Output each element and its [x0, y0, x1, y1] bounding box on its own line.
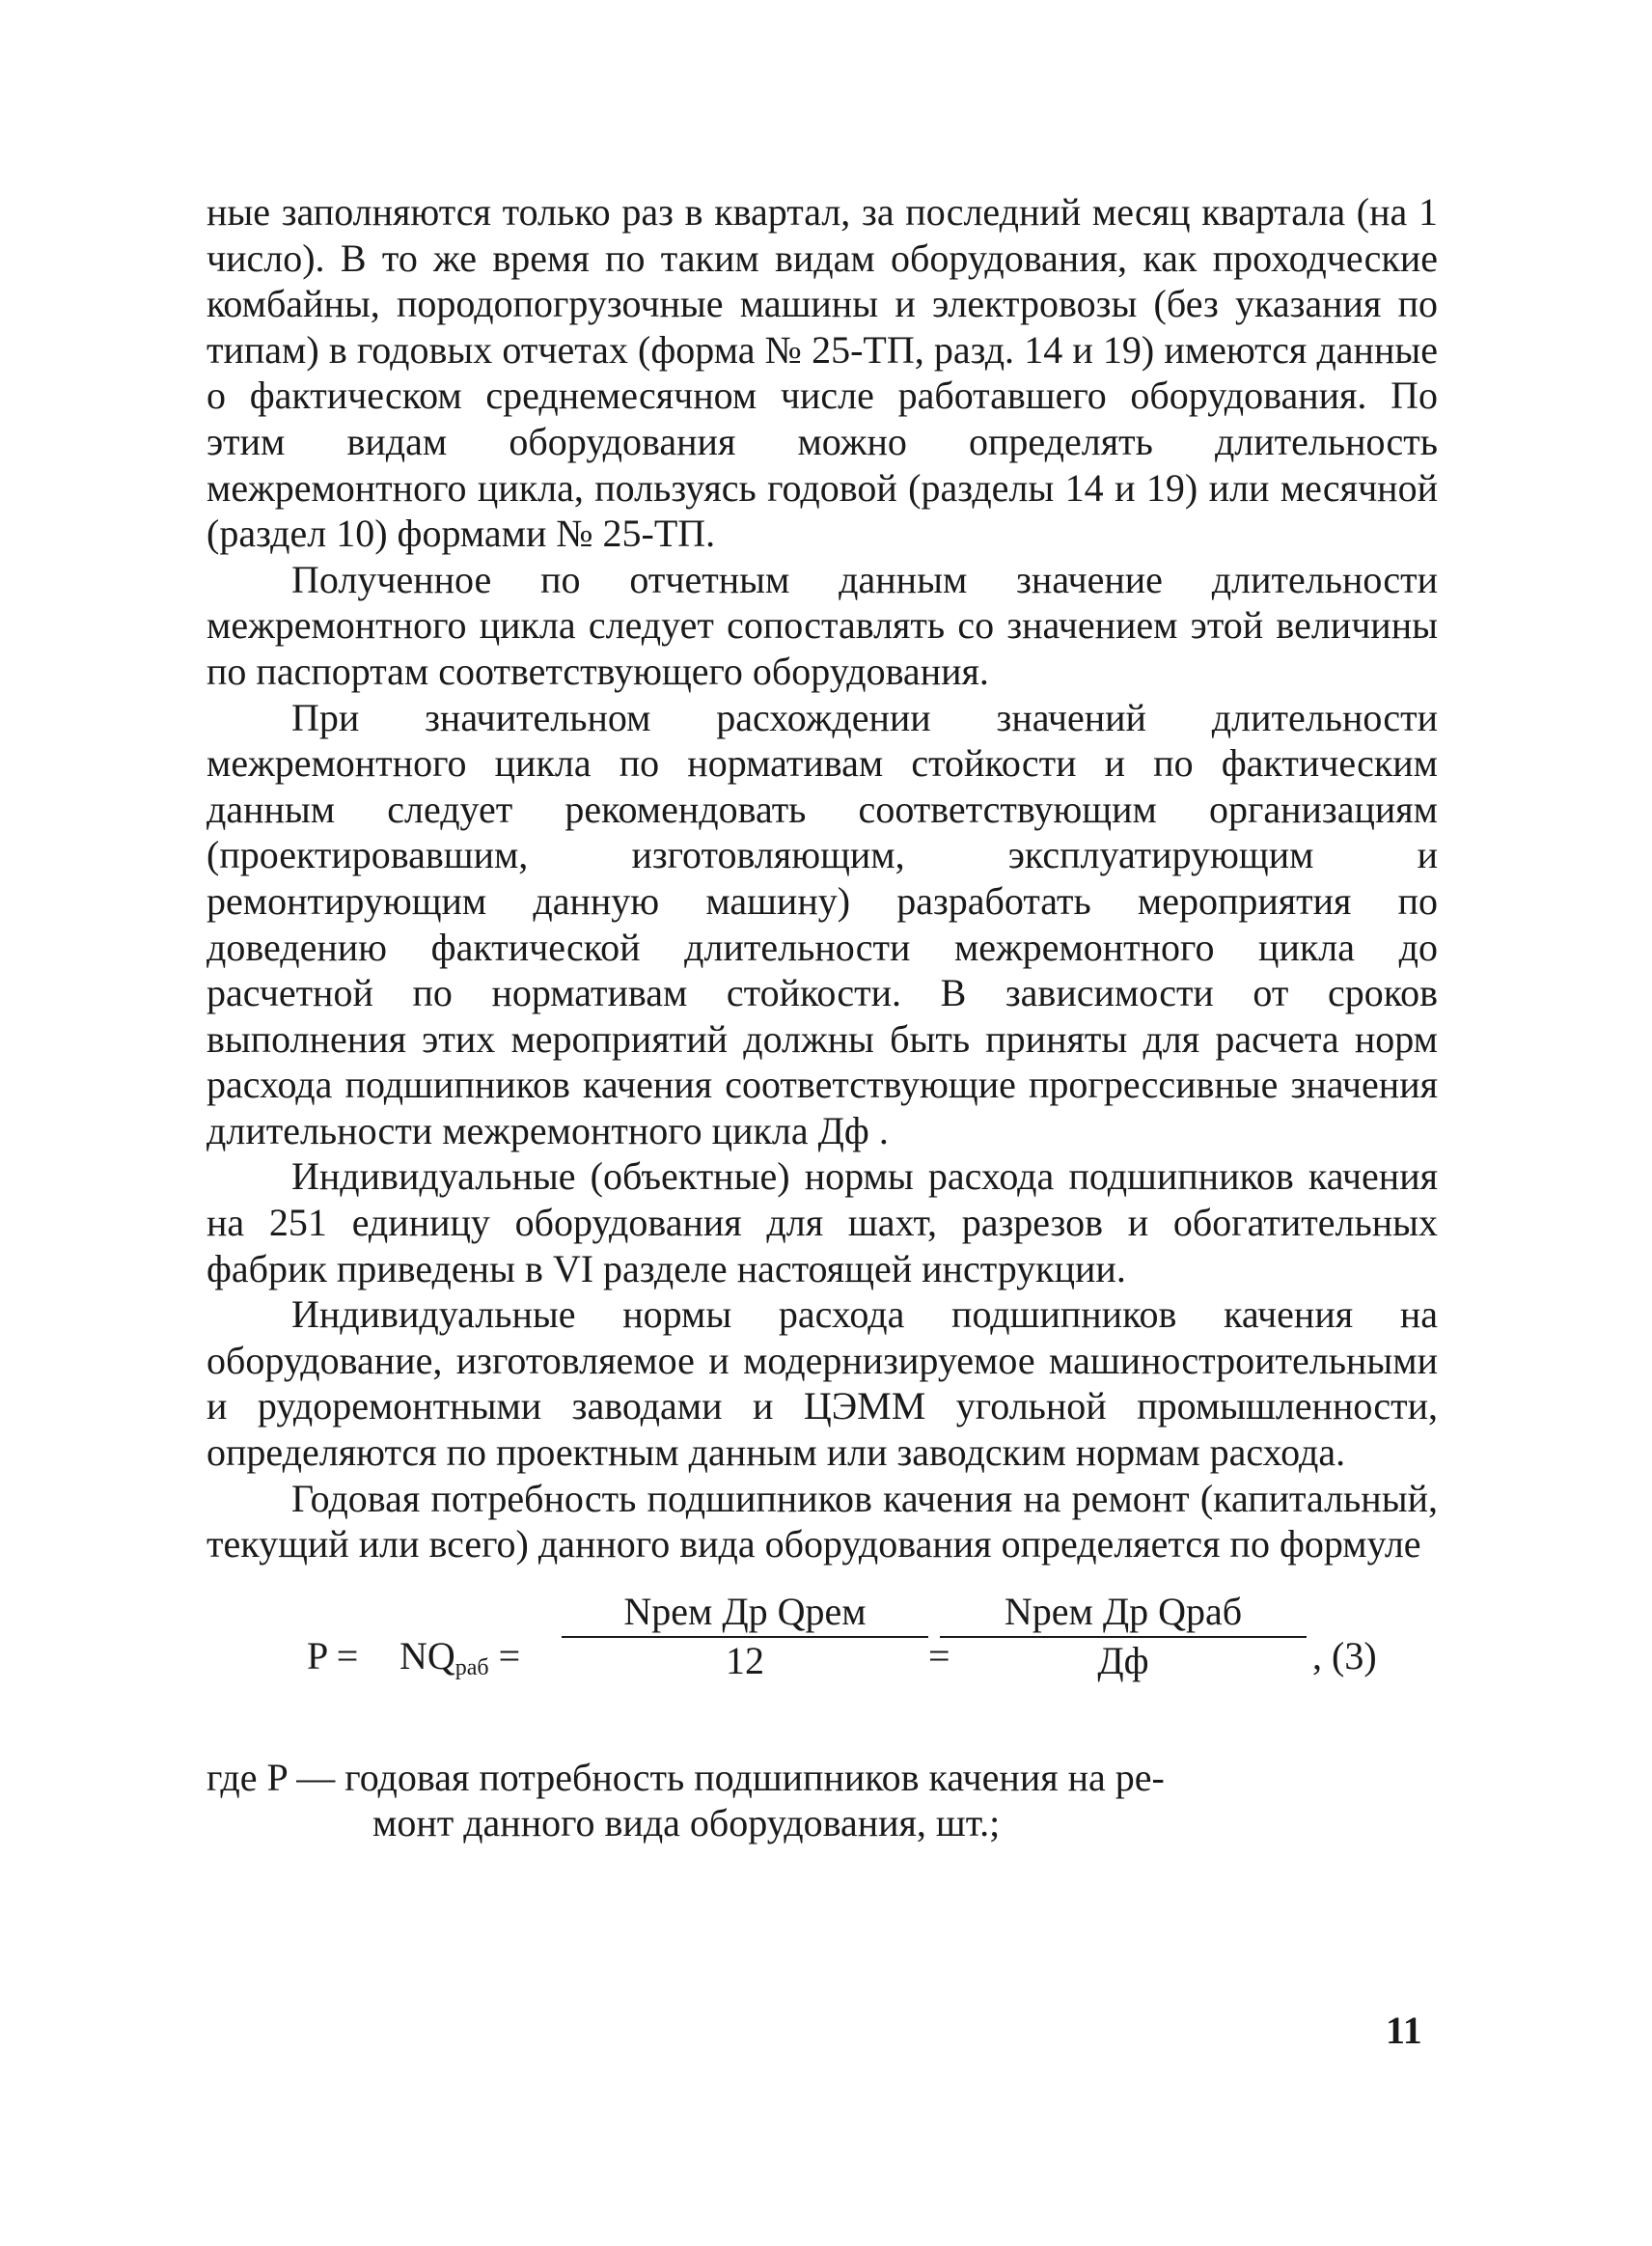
page-number: 11: [1386, 2009, 1422, 2052]
formula-3: [206, 1589, 1438, 1733]
where-line-1: где P — годовая потребность подшипников качения на ре-: [206, 1755, 1165, 1799]
formula-number: (3): [1332, 1633, 1377, 1678]
fraction-1-numerator: Nрем Др Qрем: [623, 1589, 867, 1633]
formula-eq-2: =: [928, 1633, 950, 1678]
where-line-2: монт данного вида оборудования, шт.;: [372, 1801, 1001, 1845]
paragraph-3: При значительном расхождении значений длительности межремонтного цикла по нормативам стойкости и по фактическим данным следует рекомендовать соответствующим организациям (проектировавшим, изготовляющим, эксплуатирующим и ремонтирующим данную машину) разработать мероприятия по доведению фактической длительности межремонтного цикла до расчетной по нормативам стойкости. В зависимости от сроков выполнения этих мероприятий должны быть приняты для расчета норм расхода подшипников качения соответствующие прогрессивные значения длительности межремонтного цикла Дф .: [206, 695, 1438, 1152]
formula-fraction-2: [940, 1589, 1307, 1683]
formula-nq: $NQ_{раб}$ =: [399, 1633, 521, 1680]
fraction-2-numerator: Nрем Др Qраб: [1004, 1589, 1243, 1633]
fraction-2-denominator: Дф: [1097, 1638, 1149, 1682]
fraction-1-denominator: 12: [726, 1638, 764, 1682]
formula-p: P =: [307, 1633, 359, 1678]
paragraph-2: Полученное по отчетным данным значение длительности межремонтного цикла следует сопоставлять со значением этой величины по паспортам соответствующего оборудования.: [206, 557, 1438, 693]
where-clause: [206, 1755, 1438, 1846]
paragraph-6: Годовая потребность подшипников качения на ремонт (капитальный, текущий или всего) данного вида оборудования определяется по формуле: [206, 1476, 1438, 1567]
page-body: [206, 189, 1438, 1846]
paragraph-4: Индивидуальные (объектные) нормы расхода подшипников качения на 251 единицу оборудования для шахт, разрезов и обогатительных фабрик приведены в VI разделе настоящей инструкции.: [206, 1154, 1438, 1290]
formula-comma: ,: [1312, 1633, 1322, 1678]
paragraph-1: ные заполняются только раз в квартал, за последний месяц квартала (на 1 число). В то же время по таким видам оборудования, как проходческие комбайны, породопогрузочные машины и электровозы (без указания по типам) в годовых отчетах (форма № 25-ТП, разд. 14 и 19) имеются данные о фактическом среднемесячном числе работавшего оборудования. По этим видам оборудования можно определять длительность межремонтного цикла, пользуясь годовой (разделы 14 и 19) или месячной (раздел 10) формами № 25-ТП.: [206, 190, 1438, 556]
paragraph-5: Индивидуальные нормы расхода подшипников качения на оборудование, изготовляемое и модернизируемое машиностроительными и рудоремонтными заводами и ЦЭММ угольной промышленности, определяются по проектным данным или заводским нормам расхода.: [206, 1292, 1438, 1475]
formula-fraction-1: [562, 1589, 928, 1683]
